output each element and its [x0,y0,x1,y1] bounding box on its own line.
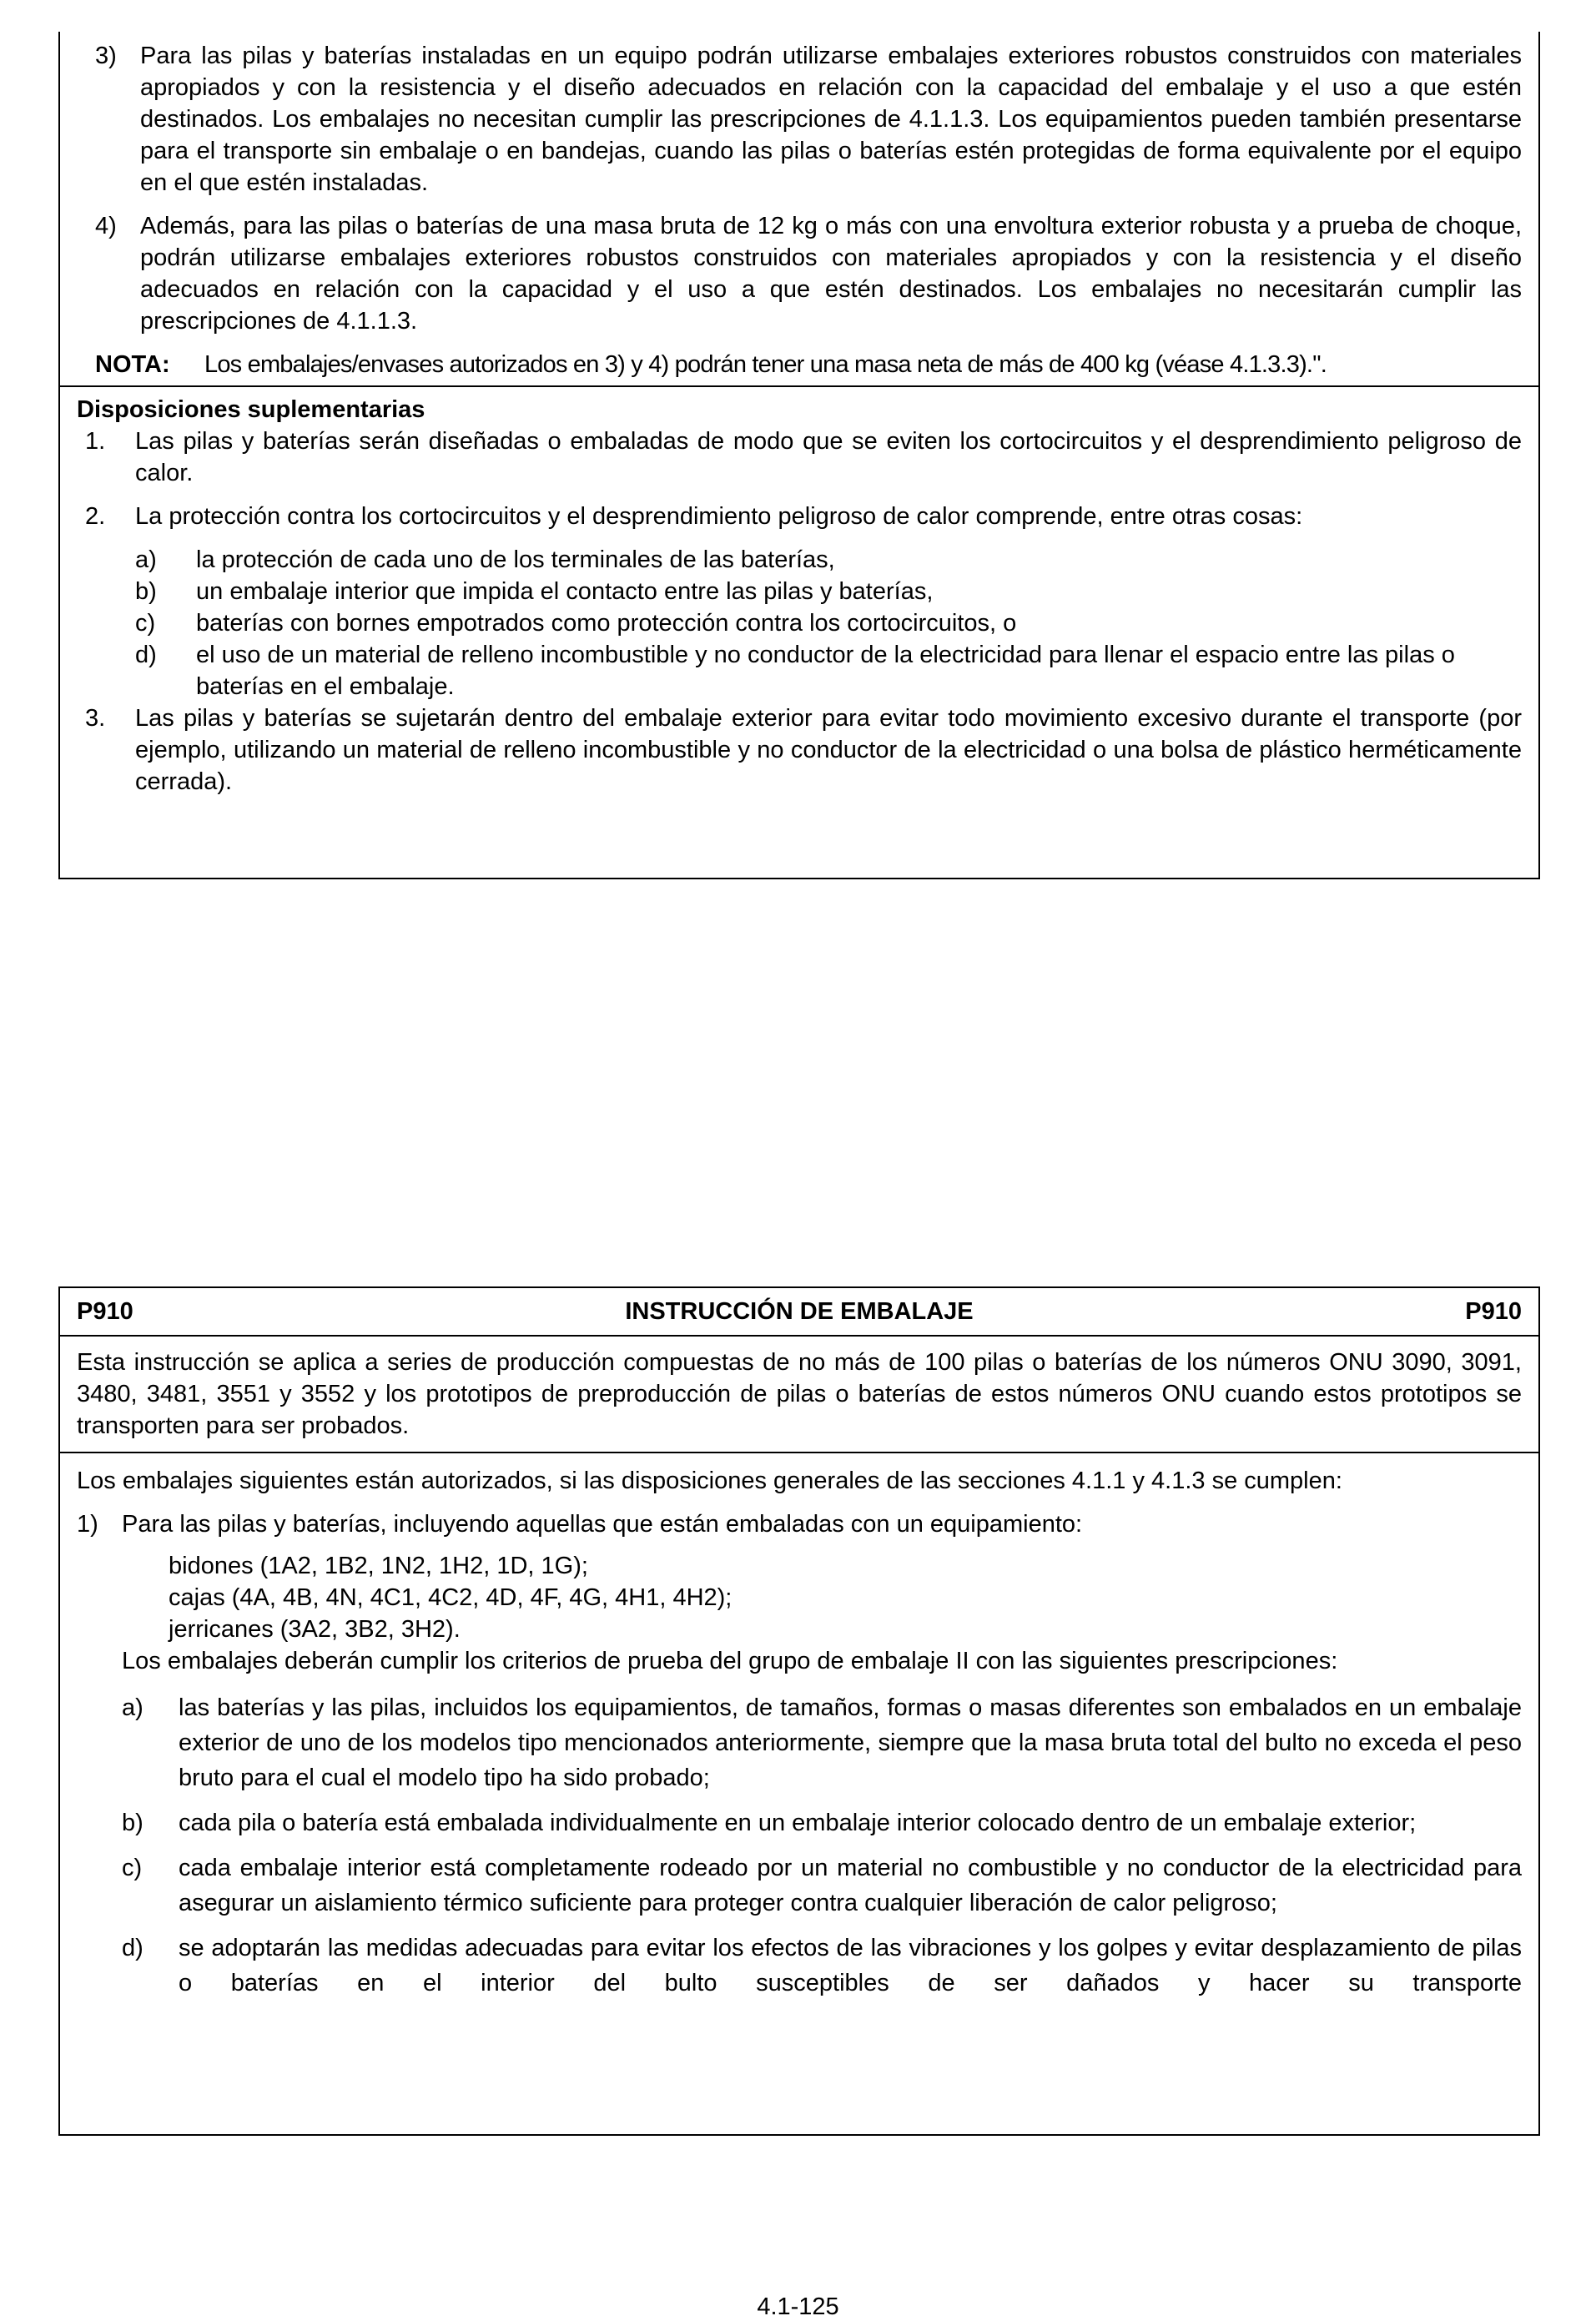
sub-letter: d) [135,642,157,668]
item-text: Además, para las pilas o baterías de una masa bruta de 12 kg o más con una envoltura exterior robusta y a prueba de choque, podrán utilizarse embalajes exteriores robustos construidos con materiales apropiados y con la resistencia y el diseño adecuados en relación con la capacidad y el uso a que estén destinados. Los embalajes no necesitarán cumplir las prescripciones de 4.1.1.3. [140,213,1522,335]
item-text: Para las pilas y baterías, incluyendo aquellas que están embaladas con un equipamiento: [122,1511,1083,1538]
req-letter: c) [122,1855,143,1881]
sub-text: baterías con bornes empotrados como protección contra los cortocircuitos, o [196,610,1017,637]
packaging-item-1 [77,1508,1522,1540]
note-label: NOTA: [95,351,170,378]
criteria-text: Los embalajes deberán cumplir los criterios de prueba del grupo de embalaje II con las siguientes prescripciones: [122,1648,1338,1674]
sub-letter: a) [135,546,157,573]
packaging-list [77,1550,1522,1645]
req-letter: b) [122,1810,143,1836]
item-number: 3. [85,705,106,732]
packaging-jerricans: jerricanes (3A2, 3B2, 3H2). [169,1616,461,1643]
requirements-list [77,1690,1522,2001]
requirement-d [122,1931,1522,2001]
supplementary-item-3 [77,702,1522,798]
provisions-box-continued [58,32,1540,879]
supplementary-title: Disposiciones suplementarias [77,396,425,423]
req-text: cada embalaje interior está completamente rodeado por un material no combustible y no conductor de la electricidad para asegurar un aislamiento térmico suficiente para proteger contra cualquier liberación de calor peligroso; [179,1855,1522,1916]
packing-instruction-p910 [58,1286,1540,2136]
packaging-boxes: cajas (4A, 4B, 4N, 4C1, 4C2, 4D, 4F, 4G, 4H1, 4H2); [169,1584,733,1611]
requirement-c [122,1850,1522,1921]
req-text: se adoptarán las medidas adecuadas para evitar los efectos de las vibraciones y los golpes y evitar desplazamiento de pilas o baterías en el interior del bulto susceptibles de ser dañados y hacer su transporte [179,1935,1522,1996]
item-number: 4) [95,213,117,239]
item-number: 1) [77,1511,98,1538]
sub-letter: b) [135,578,157,605]
req-letter: d) [122,1935,143,1961]
provision-item-3 [77,40,1522,199]
scope-section [60,1335,1538,1452]
packaging-drums: bidones (1A2, 1B2, 1N2, 1H2, 1D, 1G); [169,1553,588,1579]
requirement-b [122,1805,1522,1840]
instruction-header [60,1288,1538,1335]
sub-item-d [135,639,1522,702]
item-number: 2. [85,503,106,530]
req-text: las baterías y las pilas, incluidos los equipamientos, de tamaños, formas o masas diferentes son embalados en un embalaje exterior de uno de los modelos tipo mencionados anteriormente, siempre que la masa bruta total del bulto no exceda el peso bruto para el cual el modelo tipo ha sido probado; [179,1694,1522,1791]
scope-text: Esta instrucción se aplica a series de producción compuestas de no más de 100 pilas o baterías de los números ONU 3090, 3091, 3480, 3481, 3551 y 3552 y los prototipos de preproducción de pilas o baterías de estos números ONU cuando estos prototipos se transporten para ser probados. [77,1349,1522,1439]
sub-text: el uso de un material de relleno incombustible y no conductor de la electricidad para llenar el espacio entre las pilas o baterías en el embalaje. [196,642,1455,700]
sub-item-a [135,544,1522,576]
supplementary-item-2-sublist [77,544,1522,702]
sub-item-c [135,607,1522,639]
item-text: La protección contra los cortocircuitos y el desprendimiento peligroso de calor comprende, entre otras cosas: [135,503,1303,530]
instruction-code-left: P910 [77,1298,133,1325]
sub-item-b [135,576,1522,607]
provision-item-4 [77,210,1522,337]
item-number: 1. [85,428,106,455]
requirement-a [122,1690,1522,1795]
page-number: 4.1-125 [757,2293,839,2320]
note [77,349,1522,385]
supplementary-item-2 [77,501,1522,532]
item-text: Para las pilas y baterías instaladas en un equipo podrán utilizarse embalajes exteriores robustos construidos con materiales apropiados y con la resistencia y el diseño adecuados en relación con la capacidad del embalaje y el uso a que estén destinados. Los embalajes no necesitan cumplir las prescripciones de 4.1.1.3. Los equipamientos pueden también presentarse para el transporte sin embalaje o en bandejas, cuando las pilas o baterías estén protegidas de forma equivalente por el equipo en el que estén instaladas. [140,43,1522,196]
authorized-packagings-section [60,1452,1538,2001]
authorized-text: Los embalajes siguientes están autorizados, si las disposiciones generales de las secciones 4.1.1 y 4.1.3 se cumplen: [77,1468,1342,1494]
supplementary-item-1 [77,425,1522,489]
sub-text: un embalaje interior que impida el contacto entre las pilas y baterías, [196,578,934,605]
req-letter: a) [122,1694,143,1721]
sub-text: la protección de cada uno de los terminales de las baterías, [196,546,835,573]
instruction-code-right: P910 [1465,1298,1522,1325]
sub-letter: c) [135,610,156,637]
item-text: Las pilas y baterías serán diseñadas o embaladas de modo que se eviten los cortocircuitos y el desprendimiento peligroso de calor. [135,428,1522,486]
item-number: 3) [95,43,117,69]
req-text: cada pila o batería está embalada individualmente en un embalaje interior colocado dentro de un embalaje exterior; [179,1810,1417,1836]
note-text: Los embalajes/envases autorizados en 3) y 4) podrán tener una masa neta de más de 400 kg (véase 4.1.3.3).". [204,351,1327,378]
item-text: Las pilas y baterías se sujetarán dentro del embalaje exterior para evitar todo movimiento excesivo durante el transporte (por ejemplo, utilizando un material de relleno incombustible y no conductor de la electricidad o una bolsa de plástico herméticamente cerrada). [135,705,1522,795]
supplementary-provisions-section [60,385,1538,798]
packaging-items-section [60,32,1538,385]
instruction-title: INSTRUCCIÓN DE EMBALAJE [625,1298,974,1325]
